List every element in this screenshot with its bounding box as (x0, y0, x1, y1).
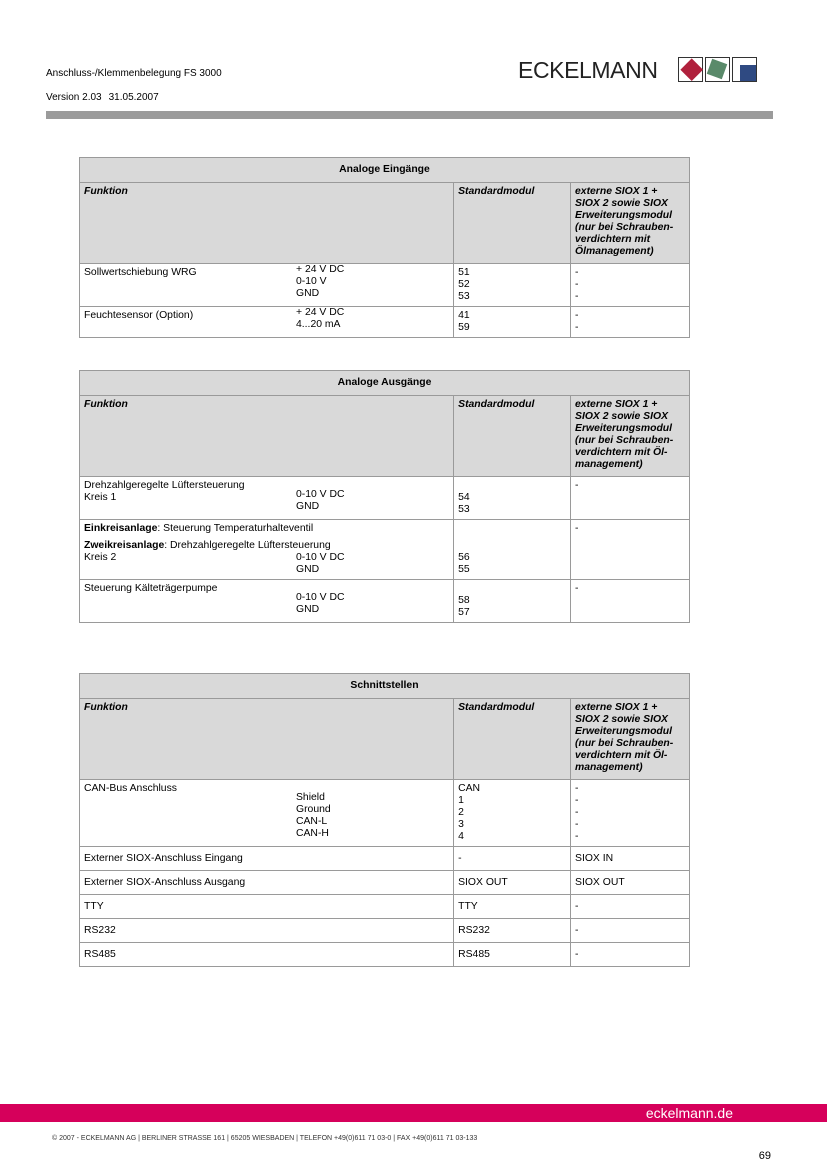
external-cell: - (571, 943, 690, 967)
analog-inputs-table (79, 157, 690, 338)
function-cell: CAN-Bus Anschluss Shield Ground CAN-L CAN-H (80, 780, 454, 847)
function-cell: Drehzahlgeregelte Lüftersteuerung Kreis 1 0-10 V DC GND (80, 477, 454, 520)
table-row (80, 580, 690, 623)
logo-green-square (707, 59, 728, 80)
external-cell: - (571, 520, 690, 580)
logo-squares-icon (678, 55, 758, 85)
header-standardmodul: Standardmodul (454, 396, 571, 477)
external-cell: - (571, 895, 690, 919)
signal-list: + 24 V DC 0-10 V GND (296, 264, 345, 299)
external-cell: - (571, 919, 690, 943)
standard-cell: CAN 1 2 3 4 (454, 780, 571, 847)
function-cell: Einkreisanlage: Steuerung Temperaturhalteventil Zweikreisanlage: Drehzahlgeregelte Lüftersteuerung Kreis 2 0-10 V DC GND (80, 520, 454, 580)
external-cell: - - - - - (571, 780, 690, 847)
signal-list: + 24 V DC 4...20 mA (296, 307, 345, 330)
function-cell: Externer SIOX-Anschluss Eingang (80, 847, 454, 871)
version-label: Version 2.03 (46, 92, 102, 103)
standard-cell: RS485 (454, 943, 571, 967)
table-title: Analoge Eingänge (80, 158, 690, 183)
standard-cell: 58 57 (454, 580, 571, 623)
header-funktion: Funktion (80, 396, 454, 477)
footer-website-link[interactable]: eckelmann.de (645, 1105, 733, 1121)
external-cell: - (571, 580, 690, 623)
standard-cell: 54 53 (454, 477, 571, 520)
analog-outputs-table (79, 370, 690, 623)
header-external: externe SIOX 1 + SIOX 2 sowie SIOX Erweiterungsmodul (nur bei Schrauben- verdichtern mit Öl- management) (571, 699, 690, 780)
footer-contact-line: © 2007 - ECKELMANN AG | BERLINER STRASSE 161 | 65205 WIESBADEN | TELEFON +49(0)611 71 03-0 | FAX +49(0)611 71 03-133 (52, 1135, 478, 1142)
table-row (80, 847, 690, 871)
signal-list: 0-10 V DC GND (296, 552, 345, 575)
signal-list: Shield Ground CAN-L CAN-H (296, 792, 331, 839)
standard-cell: TTY (454, 895, 571, 919)
logo-blue-square (740, 65, 756, 81)
header-funktion: Funktion (80, 183, 454, 264)
version-date: 31.05.2007 (108, 92, 159, 103)
function-cell: RS232 (80, 919, 454, 943)
table-row (80, 520, 690, 580)
function-cell: Sollwertschiebung WRG + 24 V DC 0-10 V GND (80, 264, 454, 307)
table-header-row (80, 183, 690, 264)
table-title: Analoge Ausgänge (80, 371, 690, 396)
standard-cell: 56 55 (454, 520, 571, 580)
table-row (80, 943, 690, 967)
table-row (80, 871, 690, 895)
document-title: Anschluss-/Klemmenbelegung FS 3000 (46, 68, 222, 79)
external-cell: SIOX OUT (571, 871, 690, 895)
external-cell: - - (571, 307, 690, 338)
header-standardmodul: Standardmodul (454, 699, 571, 780)
document-version (46, 92, 159, 103)
standard-cell: SIOX OUT (454, 871, 571, 895)
external-cell: - (571, 477, 690, 520)
table-row (80, 307, 690, 338)
standard-cell: RS232 (454, 919, 571, 943)
table-title: Schnittstellen (80, 674, 690, 699)
interfaces-table (79, 673, 690, 967)
table-row (80, 919, 690, 943)
signal-list: 0-10 V DC GND (296, 489, 345, 512)
logo-red-square (680, 58, 703, 81)
function-cell: RS485 (80, 943, 454, 967)
signal-list: 0-10 V DC GND (296, 592, 345, 615)
function-cell: Externer SIOX-Anschluss Ausgang (80, 871, 454, 895)
company-logo (518, 55, 758, 85)
header-funktion: Funktion (80, 699, 454, 780)
external-cell: SIOX IN (571, 847, 690, 871)
external-cell: - - - (571, 264, 690, 307)
header-standardmodul: Standardmodul (454, 183, 571, 264)
table-header-row (80, 699, 690, 780)
header-external: externe SIOX 1 + SIOX 2 sowie SIOX Erweiterungsmodul (nur bei Schrauben- verdichtern mit Ölmanagement) (571, 183, 690, 264)
function-cell: TTY (80, 895, 454, 919)
function-cell: Feuchtesensor (Option) + 24 V DC 4...20 mA (80, 307, 454, 338)
table-header-row (80, 396, 690, 477)
standard-cell: - (454, 847, 571, 871)
table-row (80, 477, 690, 520)
header-external: externe SIOX 1 + SIOX 2 sowie SIOX Erweiterungsmodul (nur bei Schrauben- verdichtern mit Öl- management) (571, 396, 690, 477)
standard-cell: 51 52 53 (454, 264, 571, 307)
standard-cell: 41 59 (454, 307, 571, 338)
function-cell: Steuerung Kälteträgerpumpe 0-10 V DC GND (80, 580, 454, 623)
table-row (80, 780, 690, 847)
logo-wordmark: ECKELMANN (518, 57, 658, 83)
table-row (80, 264, 690, 307)
header-divider (46, 111, 773, 119)
page-number: 69 (758, 1150, 771, 1162)
table-row (80, 895, 690, 919)
